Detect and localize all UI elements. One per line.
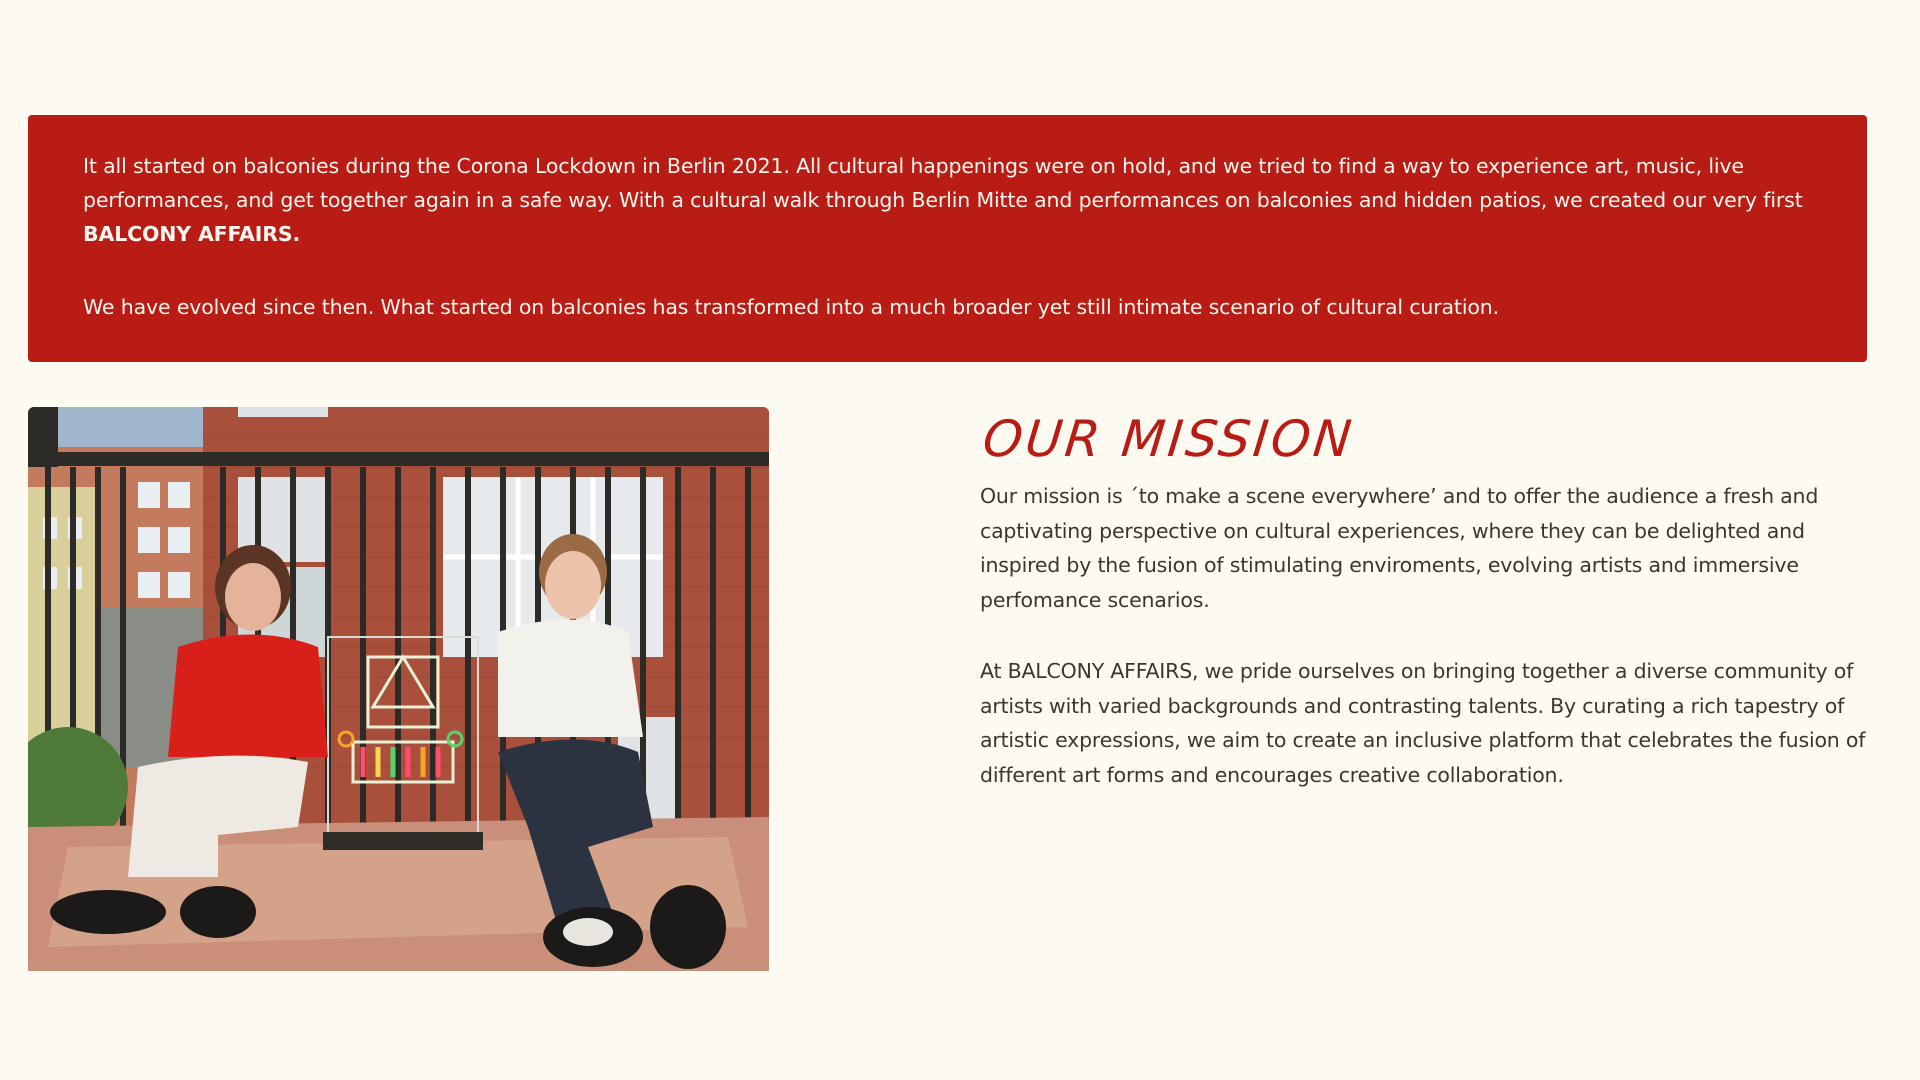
intro-paragraph-1 — [83, 149, 1811, 251]
mission-section — [980, 408, 1870, 792]
intro-brand-emphasis: BALCONY AFFAIRS. — [83, 222, 301, 246]
team-photo-balcony-icon — [28, 407, 769, 971]
intro-banner — [28, 115, 1867, 362]
intro-paragraph-2: We have evolved since then. What started on balconies has transformed into a much broader yet still intimate scenario of cultural curation. — [83, 295, 1499, 319]
intro-paragraph-1-text: It all started on balconies during the Corona Lockdown in Berlin 2021. All cultural happenings were on hold, and we tried to find a way to experience art, music, live performances, and get together again in a safe way. With a cultural walk through Berlin Mitte and performances on balconies and hidden patios, we created our very first — [83, 154, 1803, 212]
mission-paragraph-2: At BALCONY AFFAIRS, we pride ourselves on bringing together a diverse community of artists with varied backgrounds and contrasting talents. By curating a rich tapestry of artistic expressions, we aim to create an inclusive platform that celebrates the fusion of different art forms and encourages creative collaboration. — [980, 659, 1866, 787]
mission-heading: OUR MISSION — [980, 410, 1357, 468]
mission-paragraph-1: Our mission is ´to make a scene everywhere’ and to offer the audience a fresh and captivating perspective on cultural experiences, where they can be delighted and inspired by the fusion of stimulating enviroments, evolving artists and immersive perfomance scenarios. — [980, 484, 1819, 612]
team-photo — [28, 407, 769, 971]
